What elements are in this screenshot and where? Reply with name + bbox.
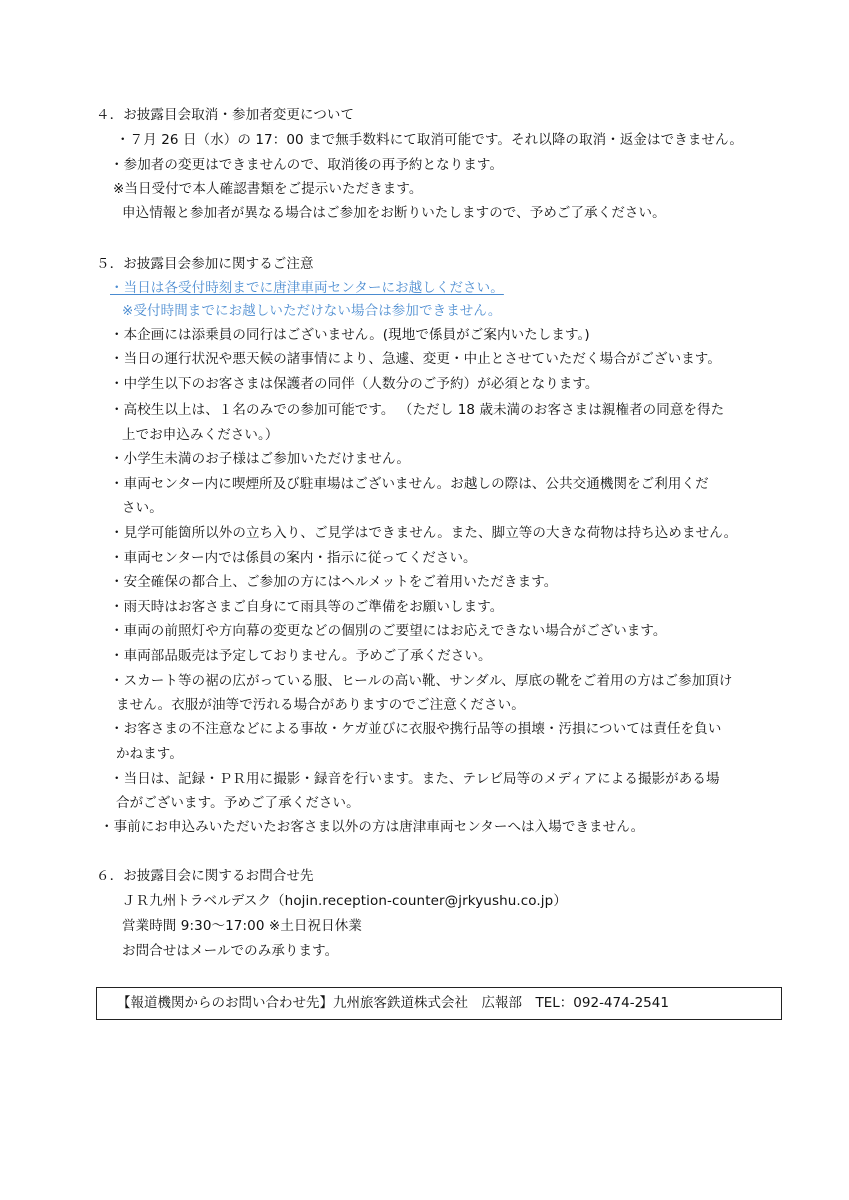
section-5-line: ・当日の運行状況や悪天候の諸事情により、急遽、変更・中止とさせていただく場合がございます。 (110, 351, 721, 367)
section-4-line: 申込情報と参加者が異なる場合はご参加をお断りいたしますので、予めご了承ください。 (122, 205, 666, 221)
section-5-line: ません。衣服が油等で汚れる場合がありますのでご注意ください。 (116, 697, 525, 713)
section-5-line: ・高校生以上は、１名のみでの参加可能です。 （ただし 18 歳未満のお客さまは親権者の同意を得た (110, 402, 725, 418)
contact-desk: ＪＲ九州トラベルデスク（hojin.reception-counter@jrkyushu.co.jp） (122, 893, 567, 909)
business-hours: 営業時間 9:30～17:00 ※土日祝日休業 (122, 918, 362, 934)
section-5-line: ・車両部品販売は予定しておりません。予めご了承ください。 (110, 648, 492, 664)
section-4-line: ※当日受付で本人確認書類をご提示いただきます。 (113, 181, 423, 197)
section-5-line: ・見学可能箇所以外の立ち入り、ご見学はできません。また、脚立等の大きな荷物は持ち込めません。 (110, 525, 738, 541)
section-5-line: ・スカート等の裾の広がっている服、ヒールの高い靴、サンダル、厚底の靴をご着用の方はご参加頂け (110, 673, 733, 689)
section-5-line: ・安全確保の都合上、ご参加の方にはヘルメットをご着用いただきます。 (110, 574, 558, 590)
section-5-heading: ５．お披露目会参加に関するご注意 (96, 256, 314, 272)
section-4-heading: ４．お披露目会取消・参加者変更について (96, 107, 355, 123)
press-contact-box (96, 987, 782, 1020)
section-4-line: ・７月 26 日（水）の 17：00 まで無手数料にて取消可能です。それ以降の取消・返金はできません。 (116, 132, 744, 148)
section-5-line: ・お客さまの不注意などによる事故・ケガ並びに衣服や携行品等の損壊・汚損については責任を負い (110, 721, 722, 737)
section-5-line: ・事前にお申込みいただいたお客さま以外の方は唐津車両センターへは入場できません。 (100, 819, 645, 835)
section-5-line: ・車両センター内では係員の案内・指示に従ってください。 (110, 550, 477, 566)
press-contact-text: 【報道機関からのお問い合わせ先】九州旅客鉄道株式会社 広報部 TEL：092-474-2541 (117, 995, 669, 1011)
section-5-line: さい。 (122, 500, 163, 516)
section-5-line: ・車両センター内に喫煙所及び駐車場はございません。お越しの際は、公共交通機関をご利用くだ (110, 476, 709, 492)
section-5-line: ・雨天時はお客さまご自身にて雨具等のご準備をお願いします。 (110, 599, 504, 615)
section-5-line: ・当日は、記録・ＰＲ用に撮影・録音を行います。また、テレビ局等のメディアによる撮影がある場 (110, 771, 720, 787)
section-5-line: ・中学生以下のお客さまは保護者の同伴（人数分のご予約）が必須となります。 (110, 376, 599, 392)
section-5-highlight-notice: ・当日は各受付時刻までに唐津車両センターにお越しください。 (110, 280, 504, 296)
section-5-highlight-note: ※受付時間までにお越しいただけない場合は参加できません。 (122, 303, 502, 319)
section-5-line: かねます。 (116, 746, 183, 762)
section-5-line: ・本企画には添乗員の同行はございません。(現地で係員がご案内いたします。) (110, 327, 590, 343)
section-5-line: 上でお申込みください。） (122, 427, 279, 443)
section-4-line: ・参加者の変更はできませんので、取消後の再予約となります。 (110, 157, 504, 173)
section-5-line: 合がございます。予めご了承ください。 (116, 795, 360, 811)
section-6-heading: ６．お披露目会に関するお問合せ先 (96, 868, 314, 884)
section-5-line: ・小学生未満のお子様はご参加いただけません。 (110, 451, 411, 467)
contact-note: お問合せはメールでのみ承ります。 (122, 943, 339, 959)
section-5-line: ・車両の前照灯や方向幕の変更などの個別のご要望にはお応えできない場合がございます。 (110, 623, 667, 639)
